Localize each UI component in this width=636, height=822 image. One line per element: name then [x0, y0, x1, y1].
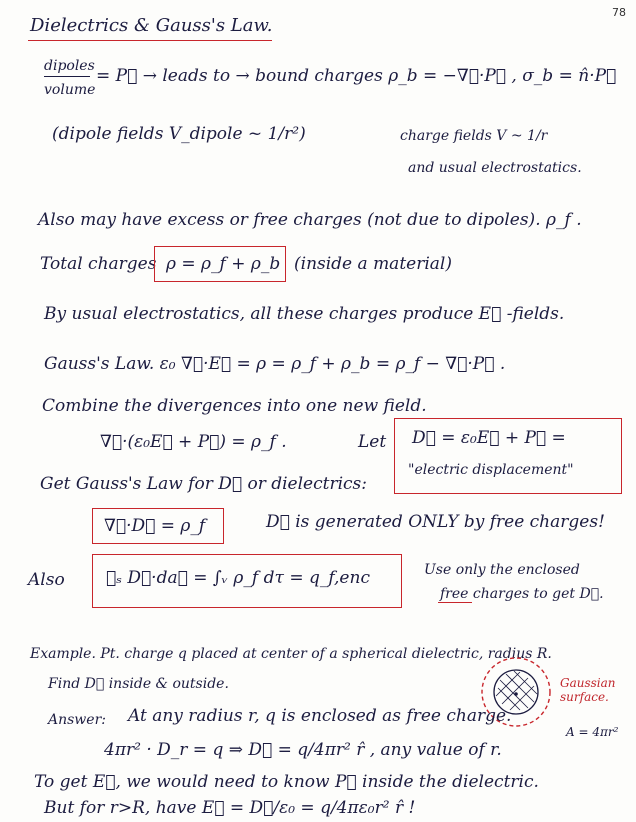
- div-combined-eq: ∇⃗·(ε₀E⃗ + P⃗) = ρ_f .: [100, 432, 287, 452]
- D-name: "electric displacement": [408, 462, 574, 478]
- answer-label: Answer:: [48, 712, 106, 728]
- find-D-line: Find D⃗ inside & outside.: [48, 676, 229, 692]
- gauss-law-line: Gauss's Law. ε₀ ∇⃗·E⃗ = ρ = ρ_f + ρ_b = ρ_f − ∇⃗·P⃗ .: [44, 354, 506, 374]
- dipoles-fraction-top: dipoles: [44, 58, 95, 74]
- area-equation: 4πr² · D_r = q ⇒ D⃗ = q/4πr² r̂ , any value of r.: [104, 740, 502, 760]
- example-line: Example. Pt. charge q placed at center of a spherical dielectric, radius R.: [30, 646, 552, 662]
- D-definition-eq: D⃗ = ε₀E⃗ + P⃗ =: [412, 428, 566, 448]
- gaussian-surface-label: Gaussian surface.: [560, 676, 616, 704]
- excess-free-line: Also may have excess or free charges (not due to dipoles). ρ_f .: [38, 210, 582, 230]
- inside-material: (inside a material): [294, 254, 452, 274]
- let-label: Let: [358, 432, 387, 452]
- usual-electrostatics-line: and usual electrostatics.: [408, 160, 582, 176]
- but-for-line: But for r>R, have E⃗ = D⃗/ε₀ = q/4πε₀r² r̂ !: [44, 798, 416, 818]
- get-gauss-line: Get Gauss's Law for D⃗ or dielectrics:: [40, 474, 367, 494]
- area-label: A = 4πr²: [566, 725, 619, 739]
- free-charges-line: free charges to get D⃗.: [440, 586, 604, 602]
- page-title: Dielectrics & Gauss's Law.: [30, 15, 273, 36]
- dipoles-line: = P⃗ → leads to → bound charges ρ_b = −∇⃗·P⃗ , σ_b = n̂·P⃗: [96, 66, 617, 86]
- dipoles-fraction-bottom: volume: [44, 82, 96, 98]
- answer-text: At any radius r, q is enclosed as free charge.: [128, 706, 512, 726]
- combine-line: Combine the divergences into one new field.: [42, 396, 427, 416]
- use-only-line: Use only the enclosed: [424, 562, 580, 578]
- total-charges-eq: ρ = ρ_f + ρ_b: [166, 254, 281, 274]
- fraction-bar: [44, 76, 90, 77]
- dipole-fields-line: (dipole fields V_dipole ~ 1/r²): [52, 124, 306, 144]
- free-underline: [438, 602, 472, 603]
- title-underline: [28, 40, 272, 41]
- div-D-eq: ∇⃗·D⃗ = ρ_f: [104, 516, 206, 536]
- charge-fields-line: charge fields V ~ 1/r: [400, 128, 548, 144]
- also-label: Also: [28, 570, 65, 590]
- usual-produce-line: By usual electrostatics, all these charges produce E⃗ -fields.: [44, 304, 565, 324]
- integral-eq: ∮ₛ D⃗·da⃗ = ∫ᵥ ρ_f dτ = q_f,enc: [106, 568, 370, 588]
- D-generated-line: D⃗ is generated ONLY by free charges!: [266, 512, 605, 532]
- total-charges-label: Total charges: [40, 254, 157, 274]
- to-get-E-line: To get E⃗, we would need to know P⃗ inside the dielectric.: [34, 772, 539, 792]
- page-number: 78: [612, 6, 626, 19]
